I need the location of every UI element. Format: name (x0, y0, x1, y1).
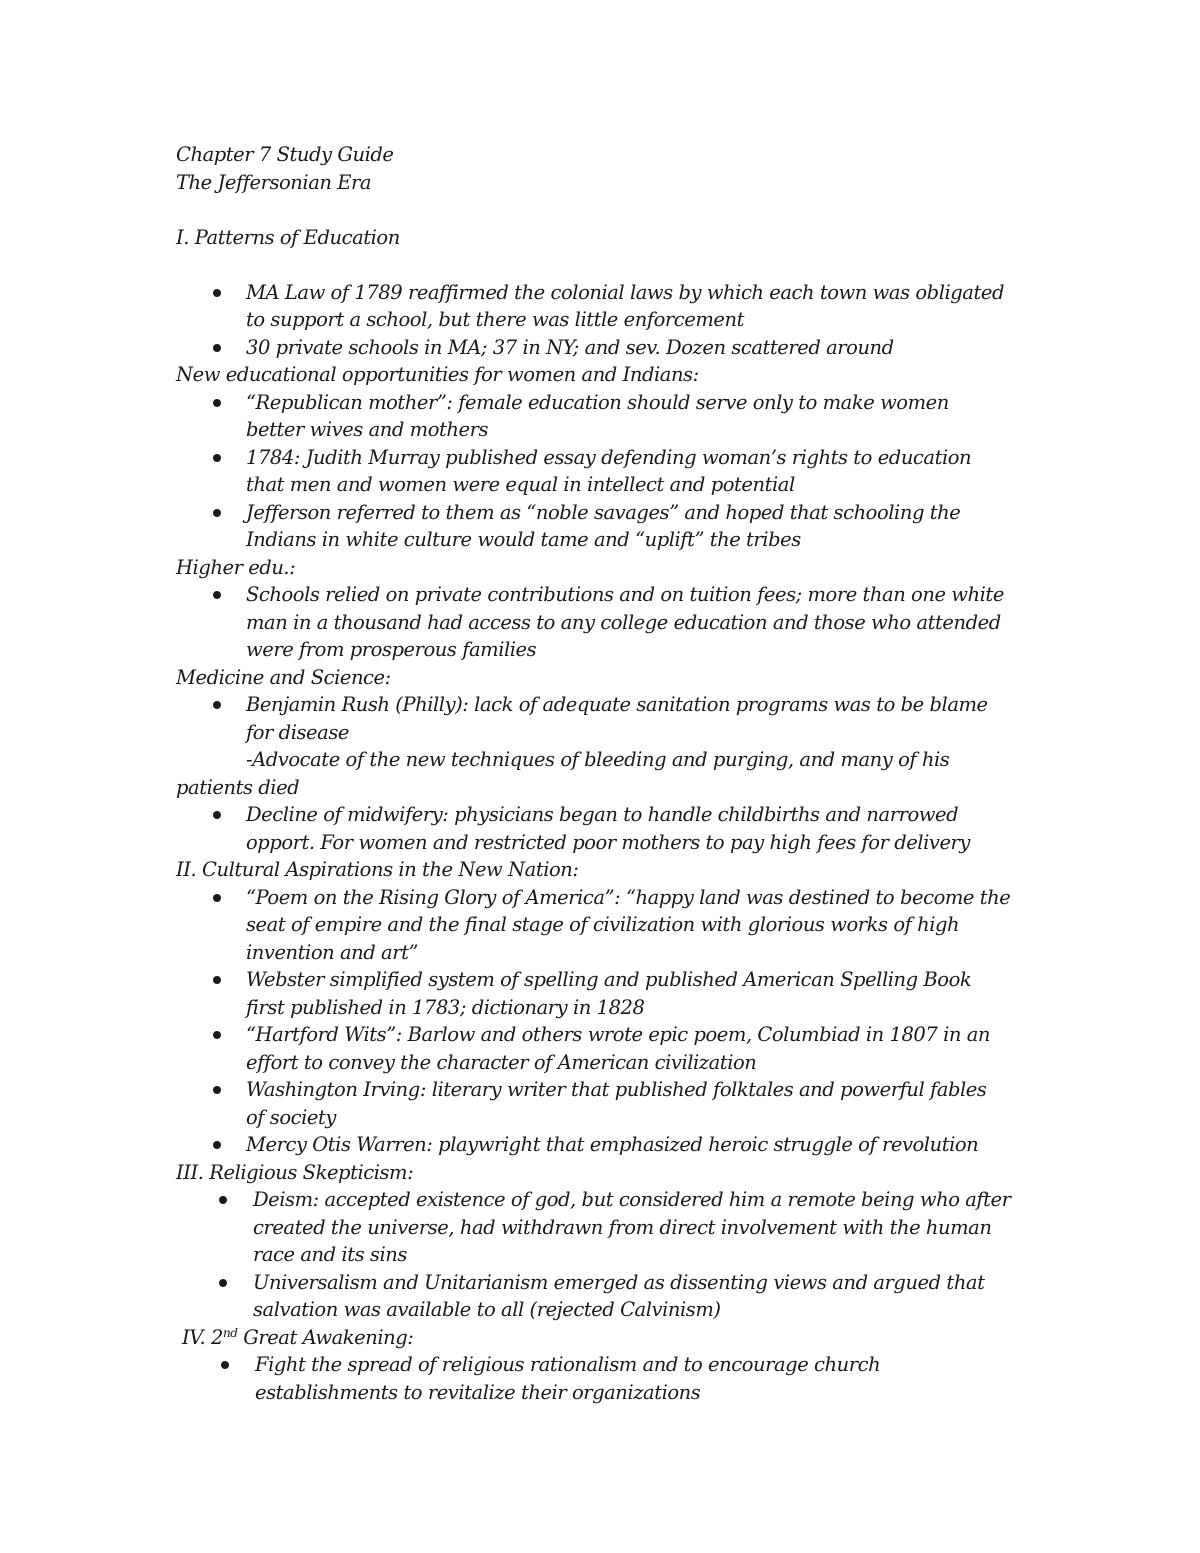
women-indians-list (176, 389, 1036, 554)
bullet-icon (213, 399, 221, 407)
bullet-icon (213, 1031, 221, 1039)
bullet-icon (213, 289, 221, 297)
bullet-icon (213, 344, 221, 352)
education-law-list (176, 279, 1036, 362)
study-guide-text (176, 141, 1036, 1406)
bullet-icon (213, 976, 221, 984)
list-item: 30 private schools in MA; 37 in NY; and sev. Dozen scattered around (176, 334, 1036, 362)
midwifery-list (176, 801, 1036, 856)
bullet-icon (213, 509, 221, 517)
bullet-icon (213, 1141, 221, 1149)
list-item: Deism: accepted existence of god, but considered him a remote being who after created the universe, had withdrawn from direct involvement with the human race and its sins (176, 1186, 1036, 1269)
bullet-icon (213, 894, 221, 902)
document-title: Chapter 7 Study Guide (176, 143, 394, 166)
list-item: Benjamin Rush (Philly): lack of adequate sanitation programs was to be blame for disease (176, 691, 1036, 746)
section-4-heading: IV. 2nd Great Awakening: (182, 1325, 414, 1349)
list-item: 1784: Judith Murray published essay defending woman’s rights to education that men and women were equal in intellect and potential (176, 444, 1036, 499)
bullet-icon (213, 701, 221, 709)
list-item: Decline of midwifery: physicians began to handle childbirths and narrowed opport. For women and restricted poor mothers to pay high fees for delivery (176, 801, 1036, 856)
bullet-icon (213, 591, 221, 599)
list-item: Universalism and Unitarianism emerged as dissenting views and argued that salvation was available to all (rejected Calvinism) (176, 1269, 1036, 1324)
medicine-note-continued: patients died (176, 775, 300, 799)
list-item: MA Law of 1789 reaffirmed the colonial laws by which each town was obligated to support a school, but there was little enforcement (176, 279, 1036, 334)
list-item: “Hartford Wits”: Barlow and others wrote epic poem, Columbiad in 1807 in an effort to convey the character of American civilization (176, 1021, 1036, 1076)
bullet-icon (219, 1196, 227, 1204)
religious-skepticism-list (176, 1186, 1036, 1324)
bullet-icon (221, 1361, 229, 1369)
medicine-heading: Medicine and Science: (176, 665, 391, 689)
section-1-heading: I. Patterns of Education (176, 225, 400, 249)
medicine-list (176, 691, 1036, 746)
medicine-note: -Advocate of the new techniques of bleeding and purging, and many of his (246, 748, 950, 771)
list-item: Webster simplified system of spelling and published American Spelling Book first published in 1783; dictionary in 1828 (176, 966, 1036, 1021)
list-item: Washington Irving: literary writer that published folktales and powerful fables of society (176, 1076, 1036, 1131)
bullet-icon (213, 454, 221, 462)
list-item: Fight the spread of religious rationalism and to encourage church establishments to revitalize their organizations (176, 1351, 1036, 1406)
bullet-icon (213, 811, 221, 819)
section-2-heading: II. Cultural Aspirations in the New Nation: (176, 858, 579, 881)
higher-edu-heading: Higher edu.: (176, 555, 296, 579)
list-item: Mercy Otis Warren: playwright that emphasized heroic struggle of revolution (176, 1131, 1036, 1159)
section-3-heading: III. Religious Skepticism: (176, 1160, 414, 1184)
higher-edu-list (176, 581, 1036, 664)
list-item: Schools relied on private contributions and on tuition fees; more than one white man in a thousand had access to any college education and those who attended were from prosperous families (176, 581, 1036, 664)
women-indians-heading: New educational opportunities for women and Indians: (176, 363, 699, 386)
document-subtitle: The Jeffersonian Era (176, 170, 372, 194)
list-item: “Republican mother”: female education should serve only to make women better wives and mothers (176, 389, 1036, 444)
bullet-icon (213, 1086, 221, 1094)
cultural-aspirations-list (176, 884, 1036, 1159)
list-item: “Poem on the Rising Glory of America”: “happy land was destined to become the seat of empire and the final stage of civilization with glorious works of high invention and art” (176, 884, 1036, 967)
great-awakening-list (176, 1351, 1036, 1406)
list-item: Jefferson referred to them as “noble savages” and hoped that schooling the Indians in white culture would tame and “uplift” the tribes (176, 499, 1036, 554)
bullet-icon (219, 1279, 227, 1287)
